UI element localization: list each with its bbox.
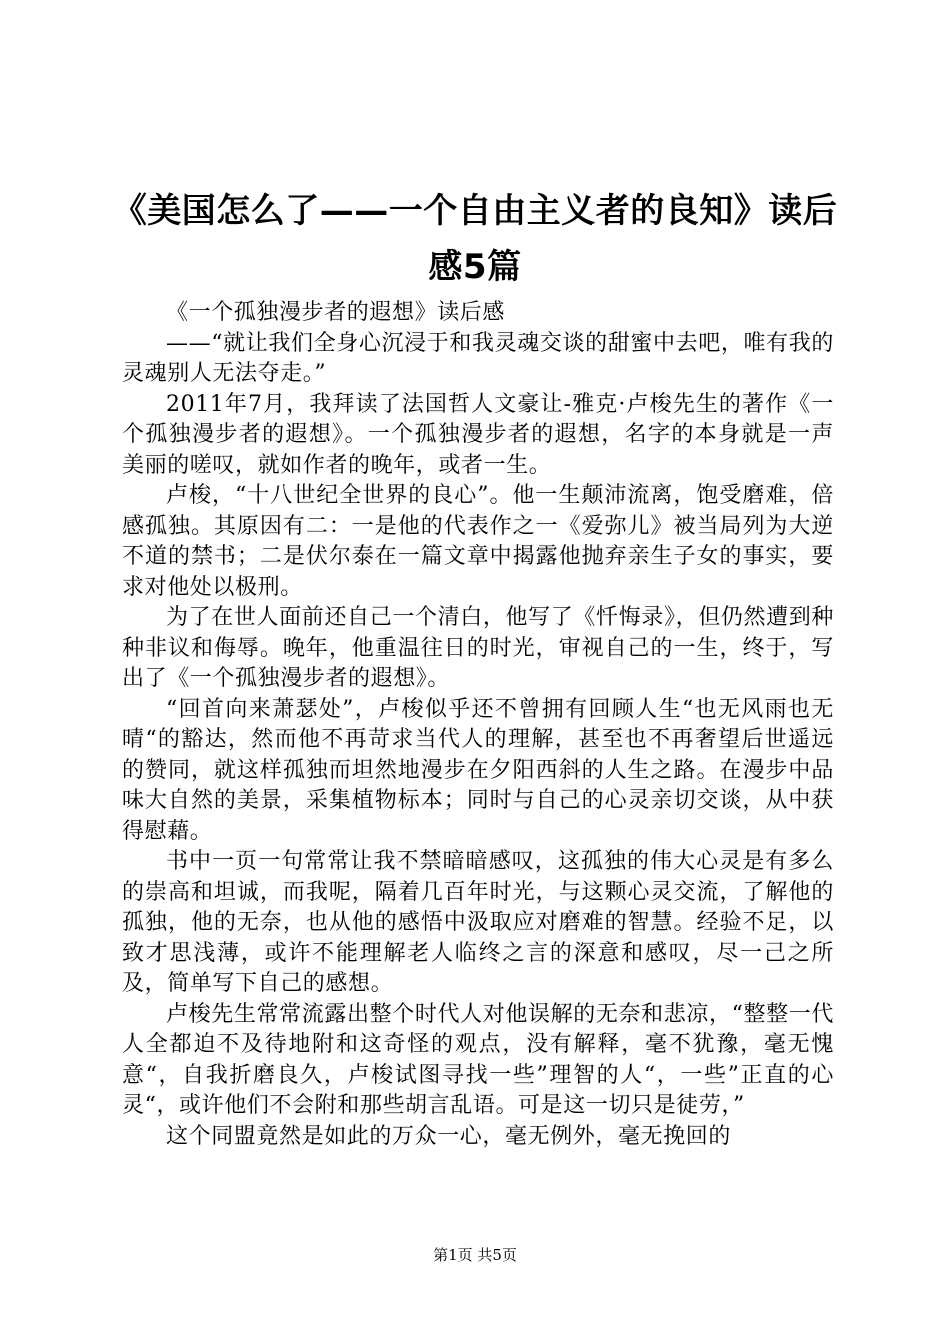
page-number-footer: 第1页 共5页 <box>433 1246 517 1264</box>
paragraph: 卢梭，“十八世纪全世界的良心”。他一生颠沛流离，饱受磨难，倍感孤独。其原因有二：一是他的代表作之一《爱弥儿》被当局列为大逆不道的禁书；二是伏尔泰在一篇文章中揭露他抛弃亲生子女的事实，要求对他处以极刑。 <box>122 483 834 600</box>
document-title: 《美国怎么了——一个自由主义者的良知》读后感5篇 <box>112 191 838 287</box>
paragraph: 为了在世人面前还自己一个清白，他写了《忏悔录》，但仍然遭到种种非议和侮辱。晚年，他重温往日的时光，审视自己的一生，终于，写出了《一个孤独漫步者的遐想》。 <box>122 605 834 691</box>
paragraph: “回首向来萧瑟处”，卢梭似乎还不曾拥有回顾人生“也无风雨也无晴“的豁达，然而他不再苛求当代人的理解，甚至也不再奢望后世遥远的赞同，就这样孤独而坦然地漫步在夕阳西斜的人生之路。在漫步中品味大自然的美景，采集植物标本；同时与自己的心灵亲切交谈，从中获得慰藉。 <box>122 696 834 844</box>
paragraph: 卢梭先生常常流露出整个时代人对他误解的无奈和悲凉，“整整一代人全都迫不及待地附和这奇怪的观点，没有解释，毫不犹豫，毫无愧意“，自我折磨良久，卢梭试图寻找一些”理智的人“，一些”正直的心灵“，或许他们不会附和那些胡言乱语。可是这一切只是徒劳，” <box>122 1001 834 1118</box>
paragraph: 这个同盟竟然是如此的万众一心，毫无例外，毫无挽回的 <box>166 1123 732 1149</box>
paragraph-subtitle: 《一个孤独漫步者的遐想》读后感 <box>166 300 506 325</box>
paragraph-epigraph: ——“就让我们全身心沉浸于和我灵魂交谈的甜蜜中去吧，唯有我的灵魂别人无法夺走。” <box>122 330 834 386</box>
document-body <box>122 298 834 1152</box>
paragraph: 书中一页一句常常让我不禁暗暗感叹，这孤独的伟大心灵是有多么的崇高和坦诚，而我呢，隔着几百年时光，与这颗心灵交流，了解他的孤独，他的无奈，也从他的感悟中汲取应对磨难的智慧。经验不足，以致才思浅薄，或许不能理解老人临终之言的深意和感叹，尽一己之所及，简单写下自己的感想。 <box>122 849 834 996</box>
paragraph: 2011年7月，我拜读了法国哲人文豪让-雅克·卢梭先生的著作《一个孤独漫步者的遐想》。一个孤独漫步者的遐想，名字的本身就是一声美丽的嗟叹，就如作者的晚年，或者一生。 <box>122 391 834 478</box>
